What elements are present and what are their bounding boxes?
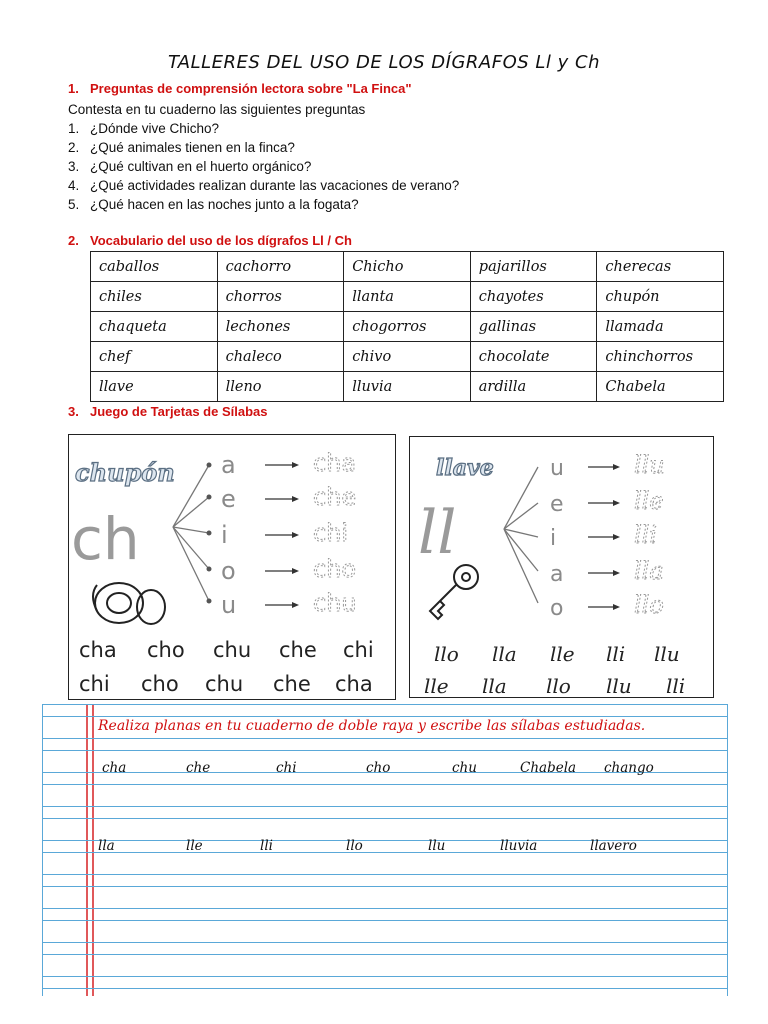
question-list (68, 119, 459, 214)
section-3-number: 3. (68, 404, 79, 419)
practice-word: chango (604, 760, 654, 776)
traced-syllable: lli (634, 521, 658, 549)
notebook-edge (42, 704, 43, 996)
vowel: u (550, 456, 564, 481)
arrows (588, 467, 616, 607)
syllable-row-word: cho (141, 672, 179, 696)
ruled-line (42, 886, 728, 887)
ruled-line (42, 988, 728, 989)
practice-word: che (186, 760, 211, 776)
vowel: u (221, 591, 237, 619)
traced-syllable: chu (313, 589, 357, 617)
syllable-row-word: lla (492, 642, 517, 666)
question-item (68, 195, 459, 214)
section-2-heading (68, 233, 352, 248)
syllable-row-word: che (273, 672, 311, 696)
section-2-title: Vocabulario del uso de los dígrafos Ll / Ch (90, 233, 352, 248)
table-cell: Chabela (597, 372, 724, 402)
traced-syllable: lle (634, 487, 664, 515)
card-word: llave (436, 455, 494, 481)
notebook-margin-line (92, 704, 94, 996)
table-cell: lleno (217, 372, 344, 402)
syllable-row-word: chu (205, 672, 244, 696)
table-cell: chayotes (470, 282, 597, 312)
ruled-line (42, 818, 728, 819)
question-number: 2. (68, 140, 80, 155)
table-cell: chorros (217, 282, 344, 312)
question-number: 5. (68, 197, 80, 212)
arrow-heads (613, 464, 620, 610)
vowel: e (221, 485, 236, 513)
syllable-row-word: che (279, 638, 317, 662)
question-number: 1. (68, 121, 80, 136)
syllable-row-word: cha (335, 672, 373, 696)
practice-word: lli (260, 838, 273, 854)
ruled-line (42, 738, 728, 739)
practice-word: cha (102, 760, 127, 776)
table-row (91, 372, 724, 402)
ruled-line (42, 704, 728, 705)
page-title: TALLERES DEL USO DE LOS DÍGRAFOS Ll y Ch (167, 52, 601, 73)
vowel: i (221, 521, 228, 549)
card-ch-drawing (69, 435, 394, 698)
syllable-row-word: chu (213, 638, 252, 662)
syllable-row-word: lle (424, 674, 449, 696)
traced-syllable: lla (634, 557, 664, 585)
section-1-instruction: Contesta en tu cuaderno las siguientes preguntas (68, 102, 366, 117)
table-cell: llave (91, 372, 218, 402)
fan-lines (504, 467, 538, 603)
question-text: ¿Qué cultivan en el huerto orgánico? (90, 159, 312, 174)
practice-word: llavero (590, 838, 637, 854)
traced-syllable: cha (313, 449, 357, 477)
section-2-number: 2. (68, 233, 79, 248)
question-text: ¿Qué hacen en las noches junto a la fogata? (90, 197, 359, 212)
arrows (265, 465, 295, 605)
practice-word: lle (186, 838, 203, 854)
table-cell: llamada (597, 312, 724, 342)
table-cell: pajarillos (470, 252, 597, 282)
syllable-card-ll (409, 436, 714, 698)
digraph-letters: ll (418, 498, 457, 568)
section-3-heading (68, 404, 268, 419)
syllable-row-word: chi (79, 672, 110, 696)
traced-syllable: llo (634, 591, 664, 619)
table-cell: chef (91, 342, 218, 372)
vowel: o (221, 557, 236, 585)
table-cell: chaqueta (91, 312, 218, 342)
vowel: i (550, 526, 557, 551)
section-1-number: 1. (68, 81, 79, 96)
traced-syllable: che (313, 483, 357, 511)
pacifier-icon (93, 583, 165, 624)
practice-word: Chabela (520, 760, 577, 776)
table-row (91, 252, 724, 282)
table-cell: chupón (597, 282, 724, 312)
traced-syllable: llu (634, 451, 665, 479)
ruled-line (42, 716, 728, 717)
practice-word: lluvia (500, 838, 538, 854)
ruled-line (42, 874, 728, 875)
question-item (68, 176, 459, 195)
notebook-paper (42, 704, 728, 996)
practice-word: llo (346, 838, 363, 854)
ruled-line (42, 920, 728, 921)
practice-word: cho (366, 760, 391, 776)
table-cell: lechones (217, 312, 344, 342)
question-item (68, 157, 459, 176)
syllable-row-word: cha (79, 638, 117, 662)
syllable-row-word: llu (606, 674, 632, 696)
ruled-line (42, 942, 728, 943)
question-number: 3. (68, 159, 80, 174)
card-word: chupón (75, 458, 175, 487)
ruled-line (42, 784, 728, 785)
table-cell: gallinas (470, 312, 597, 342)
table-cell: chaleco (217, 342, 344, 372)
notebook-edge (727, 704, 728, 996)
table-cell: chocolate (470, 342, 597, 372)
question-text: ¿Qué actividades realizan durante las vacaciones de verano? (90, 178, 460, 193)
table-cell: chiles (91, 282, 218, 312)
syllable-row-word: cho (147, 638, 185, 662)
syllable-row-word: lle (550, 642, 575, 666)
table-row (91, 282, 724, 312)
ruled-line (42, 954, 728, 955)
table-cell: llanta (344, 282, 471, 312)
syllable-row-word: chi (343, 638, 374, 662)
syllable-row-word: llo (434, 642, 459, 666)
notebook-margin-line (86, 704, 88, 996)
syllable-row-word: llo (546, 674, 571, 696)
vowel: a (550, 562, 564, 587)
table-cell: chogorros (344, 312, 471, 342)
table-cell: chinchorros (597, 342, 724, 372)
traced-syllable: chi (313, 519, 349, 547)
ruled-line (42, 750, 728, 751)
syllable-row-word: lli (606, 642, 626, 666)
vocabulary-table (90, 251, 724, 402)
table-cell: lluvia (344, 372, 471, 402)
vowel: e (550, 492, 564, 517)
ruled-line (42, 806, 728, 807)
section-1-heading (68, 81, 412, 96)
ruled-line (42, 976, 728, 977)
syllable-row-word: llu (654, 642, 680, 666)
notebook-instruction: Realiza planas en tu cuaderno de doble raya y escribe las sílabas estudiadas. (98, 718, 646, 734)
table-cell: chivo (344, 342, 471, 372)
fan-dots (207, 463, 212, 604)
table-row (91, 312, 724, 342)
ruled-line (42, 908, 728, 909)
syllable-row-word: lla (482, 674, 507, 696)
table-cell: cherecas (597, 252, 724, 282)
table-row (91, 342, 724, 372)
practice-word: llu (428, 838, 446, 854)
table-cell: cachorro (217, 252, 344, 282)
vowel: o (550, 596, 564, 621)
syllable-row-word: lli (666, 674, 686, 696)
question-text: ¿Qué animales tienen en la finca? (90, 140, 295, 155)
card-ll-drawing (410, 437, 712, 696)
section-1-title: Preguntas de comprensión lectora sobre "La Finca" (90, 81, 412, 96)
table-cell: Chicho (344, 252, 471, 282)
practice-word: chi (276, 760, 297, 776)
digraph-letters: ch (71, 505, 140, 573)
table-cell: ardilla (470, 372, 597, 402)
fan-lines (173, 465, 209, 601)
vowel: a (221, 451, 236, 479)
practice-word: chu (452, 760, 477, 776)
question-item (68, 138, 459, 157)
traced-syllable: cho (313, 555, 357, 583)
question-text: ¿Dónde vive Chicho? (90, 121, 220, 136)
question-number: 4. (68, 178, 80, 193)
question-item (68, 119, 459, 138)
practice-word: lla (98, 838, 115, 854)
syllable-card-ch (68, 434, 396, 700)
arrow-heads (292, 462, 299, 608)
table-cell: caballos (91, 252, 218, 282)
key-icon (430, 565, 478, 619)
section-3-title: Juego de Tarjetas de Sílabas (90, 404, 268, 419)
